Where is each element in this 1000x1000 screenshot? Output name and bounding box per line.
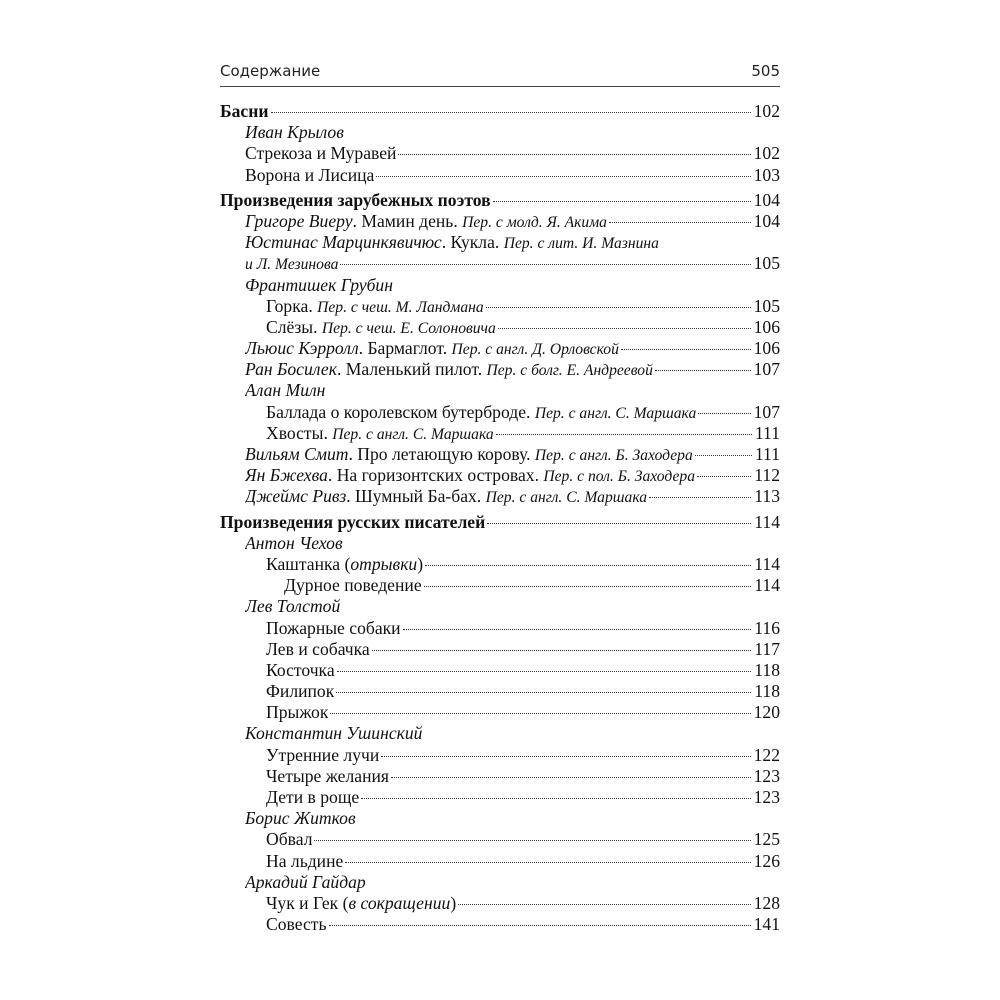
work-title: Каштанка ( xyxy=(266,553,351,574)
page-ref: 123 xyxy=(753,787,780,807)
dot-leader xyxy=(425,565,751,566)
entry-text: Вильям Смит. Про летающую корову. Пер. с англ. Б. Заходера xyxy=(245,444,693,464)
work-title: Дети в роще xyxy=(266,787,360,807)
toc-author xyxy=(220,122,780,143)
translation-note: Пер. с пол. Б. Заходера xyxy=(543,468,695,486)
section-title: Произведения русских писателей xyxy=(220,511,486,532)
page-ref: 117 xyxy=(754,638,780,659)
work-title: Косточка xyxy=(266,659,335,680)
toc-entry xyxy=(220,575,780,596)
work-title: Дурное поведение xyxy=(284,575,422,596)
entry-text: Юстинас Марцинкявичюс. Кукла. Пер. с лит. И. Мазнина xyxy=(245,232,659,253)
toc-section xyxy=(220,512,780,533)
toc-entry xyxy=(220,745,780,766)
translation-note: Пер. с болг. Е. Андреевой xyxy=(486,362,653,380)
toc-entry xyxy=(220,486,780,507)
dot-leader xyxy=(361,798,750,799)
dot-leader xyxy=(493,201,751,202)
toc-entry xyxy=(220,893,780,914)
author-name: Ран Босилек xyxy=(245,359,337,380)
dot-leader xyxy=(695,455,752,456)
toc-entry xyxy=(220,444,780,465)
author-name: Франтишек Грубин xyxy=(245,274,393,295)
work-title: Чук и Гек ( xyxy=(266,892,349,913)
section-title: Басни xyxy=(220,101,269,121)
page-ref: 114 xyxy=(754,575,780,596)
toc-section xyxy=(220,190,780,211)
page-ref: 106 xyxy=(753,338,780,359)
dot-leader xyxy=(372,650,752,651)
header-rule xyxy=(220,86,780,87)
toc-entry xyxy=(220,296,780,317)
toc-entry-line xyxy=(220,232,780,253)
toc-entry xyxy=(220,787,780,808)
work-title: Обвал xyxy=(266,829,313,850)
toc-entry xyxy=(220,359,780,380)
toc-entry xyxy=(220,211,780,232)
toc-entry xyxy=(220,914,780,935)
page-ref: 113 xyxy=(754,486,780,507)
author-name: Григоре Виеру xyxy=(245,210,353,231)
entry-text: Ян Бжехва. На горизонтских островах. Пер. с пол. Б. Заходера xyxy=(245,465,695,486)
dot-leader xyxy=(655,370,751,371)
page-ref: 102 xyxy=(753,101,780,121)
translation-note: Пер. с чеш. Е. Солоновича xyxy=(321,319,496,337)
translation-note: Пер. с англ. С. Маршака xyxy=(534,404,697,422)
work-title: Баллада о королевском бутерброде xyxy=(266,401,527,422)
work-title: Совесть xyxy=(266,914,327,935)
entry-text: Григоре Виеру. Мамин день. Пер. с молд. Я. Акима xyxy=(245,210,607,231)
dot-leader xyxy=(376,176,750,177)
dot-leader xyxy=(697,476,751,477)
page-ref: 107 xyxy=(753,359,780,380)
author-name: Аркадий Гайдар xyxy=(245,871,366,892)
page-ref: 102 xyxy=(753,143,780,164)
entry-text xyxy=(266,554,423,575)
page-ref: 122 xyxy=(753,744,780,765)
author-name: Константин Ушинский xyxy=(245,723,423,744)
page-ref: 103 xyxy=(753,164,780,185)
page-ref: 104 xyxy=(753,189,780,210)
toc-entry xyxy=(220,702,780,723)
dot-leader xyxy=(403,629,752,630)
dot-leader xyxy=(340,264,750,265)
page-ref: 118 xyxy=(754,681,780,702)
dot-leader xyxy=(314,840,750,841)
page-ref: 125 xyxy=(753,829,780,850)
toc-entry xyxy=(220,317,780,338)
work-title-end: ) xyxy=(417,553,424,574)
work-title: Хвосты xyxy=(266,422,324,443)
translation-note: и Л. Мезинова xyxy=(245,256,339,274)
work-title: Бармаглот xyxy=(367,338,443,359)
work-title: На льдине xyxy=(266,850,344,871)
work-title: Пожарные собаки xyxy=(266,617,401,638)
work-note: отрывки xyxy=(350,553,418,574)
work-title: Утренние лучи xyxy=(266,744,380,765)
page-ref: 105 xyxy=(753,253,780,274)
dot-leader xyxy=(336,692,751,693)
author-name: Ян Бжехва xyxy=(245,465,328,486)
page-ref: 111 xyxy=(754,444,780,464)
entry-text xyxy=(266,893,456,914)
toc-entry xyxy=(220,639,780,660)
dot-leader xyxy=(345,862,750,863)
work-title: Кукла xyxy=(450,232,495,253)
dot-leader xyxy=(330,713,750,714)
toc-entry xyxy=(220,766,780,787)
author-name: Вильям Смит xyxy=(245,444,349,464)
page-ref: 107 xyxy=(753,401,780,422)
work-title: Про летающую корову xyxy=(357,444,527,464)
author-name: Джеймс Ривз xyxy=(245,486,347,507)
dot-leader xyxy=(621,349,751,350)
author-name: Льюис Кэрролл xyxy=(245,338,359,359)
author-name: Алан Милн xyxy=(245,380,326,401)
toc-entry xyxy=(220,338,780,359)
page-number: 505 xyxy=(751,62,780,80)
author-name: Иван Крылов xyxy=(245,122,344,143)
author-name: Лев Толстой xyxy=(245,596,341,617)
author-name: Юстинас Марцинкявичюс xyxy=(245,232,442,253)
entry-text: Баллада о королевском бутерброде. Пер. с англ. С. Маршака xyxy=(266,401,697,422)
toc-entry xyxy=(220,554,780,575)
dot-leader xyxy=(381,756,750,757)
toc-author xyxy=(220,275,780,296)
page-ref: 118 xyxy=(754,659,780,680)
entry-text: Джеймс Ривз. Шумный Ба-бах. Пер. с англ. С. Маршака xyxy=(245,486,648,507)
translation-note: Пер. с молд. Я. Акима xyxy=(462,213,607,231)
work-title: Шумный Ба-бах xyxy=(354,486,477,507)
toc-entry xyxy=(220,660,780,681)
page-ref: 128 xyxy=(753,892,780,913)
dot-leader xyxy=(391,777,751,778)
translation-note: Пер. с лит. И. Мазнина xyxy=(503,235,659,253)
page-ref: 111 xyxy=(754,422,780,443)
page-ref: 123 xyxy=(753,765,780,786)
entry-text: Слёзы. Пер. с чеш. Е. Солоновича xyxy=(266,316,496,337)
work-title: Ворона и Лисица xyxy=(245,164,375,185)
author-name: Антон Чехов xyxy=(245,532,343,553)
dot-leader xyxy=(487,523,751,524)
page-ref: 126 xyxy=(753,850,780,871)
toc-section xyxy=(220,101,780,122)
toc-entry xyxy=(220,143,780,164)
translation-note: Пер. с англ. Б. Заходера xyxy=(534,447,693,464)
toc-entry xyxy=(220,402,780,423)
toc-entry xyxy=(220,165,780,186)
toc-entry xyxy=(220,851,780,872)
table-of-contents xyxy=(220,101,780,935)
dot-leader xyxy=(649,497,751,498)
toc-author xyxy=(220,533,780,554)
toc-author xyxy=(220,596,780,617)
page-ref: 104 xyxy=(753,210,780,231)
work-title: Слёзы xyxy=(266,316,314,337)
dot-leader xyxy=(398,154,750,155)
work-title-end: ) xyxy=(450,892,457,913)
toc-entry xyxy=(220,681,780,702)
running-head-title: Содержание xyxy=(220,62,321,80)
dot-leader xyxy=(486,307,751,308)
author-name: Борис Житков xyxy=(245,808,356,829)
section-title: Произведения зарубежных поэтов xyxy=(220,189,491,210)
translation-note: Пер. с англ. С. Маршака xyxy=(332,425,494,443)
dot-leader xyxy=(609,222,751,223)
translation-note: Пер. с англ. Д. Орловской xyxy=(451,341,619,359)
dot-leader xyxy=(698,413,750,414)
toc-author xyxy=(220,380,780,401)
toc-entry xyxy=(220,618,780,639)
running-head xyxy=(220,62,780,80)
toc-entry xyxy=(220,423,780,444)
dot-leader xyxy=(329,925,751,926)
page-ref: 105 xyxy=(753,295,780,316)
work-title: Стрекоза и Муравей xyxy=(245,143,397,164)
entry-text: Горка. Пер. с чеш. М. Ландмана xyxy=(266,295,484,316)
toc-author xyxy=(220,723,780,744)
translation-note: Пер. с англ. С. Маршака xyxy=(485,489,648,507)
work-title: Прыжок xyxy=(266,702,329,723)
work-title: Маленький пилот xyxy=(345,359,478,380)
page-ref: 141 xyxy=(753,914,780,935)
dot-leader xyxy=(271,112,751,113)
page-ref: 114 xyxy=(754,511,780,532)
entry-text: Ран Босилек. Маленький пилот. Пер. с болг. Е. Андреевой xyxy=(245,359,653,380)
toc-entry xyxy=(220,829,780,850)
entry-text: Хвосты. Пер. с англ. С. Маршака xyxy=(266,422,494,443)
work-title: Лев и собачка xyxy=(266,638,370,659)
page-ref: 114 xyxy=(754,553,780,574)
page-ref: 112 xyxy=(754,465,780,486)
toc-entry xyxy=(220,253,780,274)
work-title: Мамин день xyxy=(361,210,454,231)
work-title: На горизонтских островах xyxy=(336,465,535,486)
dot-leader xyxy=(424,586,752,587)
page-ref: 106 xyxy=(753,316,780,337)
work-title: Горка xyxy=(266,295,309,316)
page-ref: 120 xyxy=(753,702,780,723)
work-title: Четыре желания xyxy=(266,765,390,786)
work-note: в сокращении xyxy=(348,892,451,913)
dot-leader xyxy=(337,671,752,672)
dot-leader xyxy=(458,904,750,905)
work-title: Филипок xyxy=(266,681,335,702)
dot-leader xyxy=(498,328,751,329)
entry-text: Льюис Кэрролл. Бармаглот. Пер. с англ. Д. Орловской xyxy=(245,338,619,359)
toc-entry xyxy=(220,465,780,486)
translation-note: Пер. с чеш. М. Ландмана xyxy=(317,298,484,316)
toc-author xyxy=(220,872,780,893)
toc-author xyxy=(220,808,780,829)
page-ref: 116 xyxy=(754,617,780,638)
dot-leader xyxy=(496,434,752,435)
